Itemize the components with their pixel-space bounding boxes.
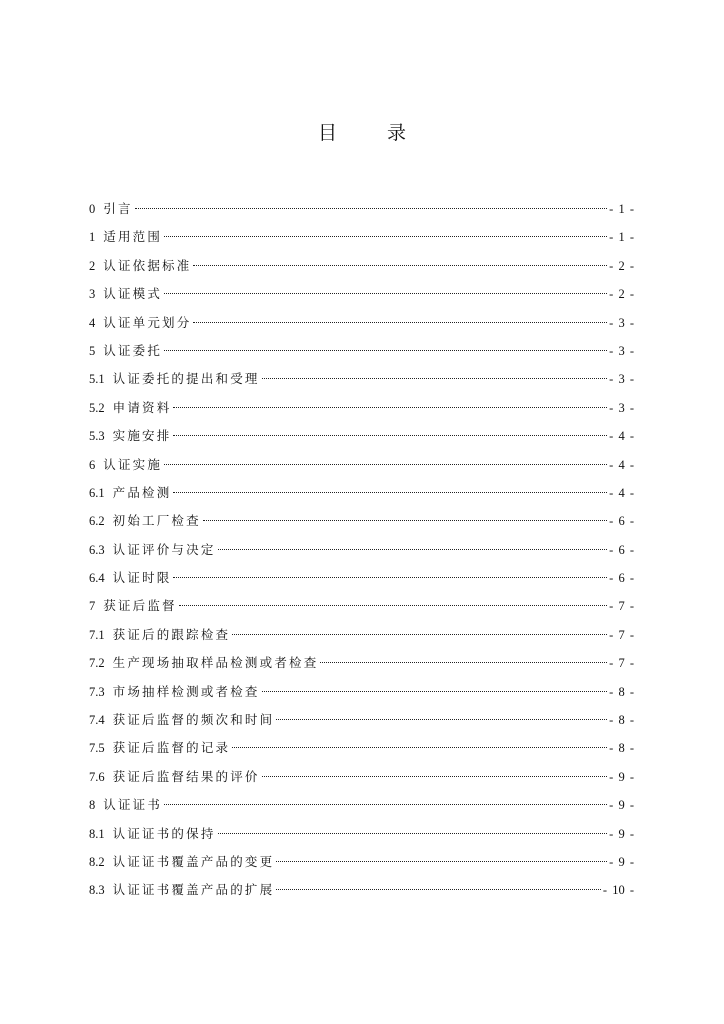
toc-dot-leader [218, 549, 608, 550]
toc-entry-page-number: - 6 - [609, 571, 634, 586]
toc-entry[interactable] [89, 876, 634, 904]
toc-dot-leader [232, 634, 607, 635]
toc-entry-text: 认证证书覆盖产品的扩展 [112, 882, 275, 898]
toc-entry-text: 认证评价与决定 [112, 541, 216, 557]
toc-entry-page-number: - 3 - [609, 400, 634, 415]
toc-entry-number: 7.3 [89, 684, 105, 699]
toc-entry-page-number: - 8 - [609, 713, 634, 728]
toc-entry-page-number: - 4 - [609, 485, 634, 500]
toc-list [89, 195, 634, 905]
toc-entry-number: 5.3 [89, 429, 105, 444]
toc-entry-number: 1 [89, 230, 96, 245]
toc-entry-page-number: - 9 - [609, 854, 634, 869]
toc-dot-leader [320, 662, 607, 663]
toc-entry-number: 7.4 [89, 713, 105, 728]
toc-dot-leader [173, 407, 607, 408]
toc-entry-number: 8.1 [89, 826, 105, 841]
toc-entry-number: 8.3 [89, 883, 105, 898]
toc-dot-leader [164, 236, 607, 237]
toc-entry-number: 4 [89, 315, 96, 330]
toc-entry-number: 6 [89, 457, 96, 472]
toc-entry-page-number: - 9 - [609, 826, 634, 841]
toc-entry-text: 认证证书覆盖产品的变更 [112, 853, 275, 869]
toc-entry-number: 7.1 [89, 627, 105, 642]
toc-entry-page-number: - 6 - [609, 542, 634, 557]
toc-entry-number: 3 [89, 287, 96, 302]
toc-entry-text: 认证证书的保持 [112, 825, 216, 841]
toc-entry-number: 8 [89, 798, 96, 813]
toc-entry[interactable] [89, 422, 634, 450]
toc-dot-leader [262, 691, 608, 692]
toc-entry-number: 6.4 [89, 571, 105, 586]
toc-entry-text: 生产现场抽取样品检测或者检查 [112, 655, 319, 671]
toc-title: 目 录 [317, 122, 429, 144]
toc-entry-page-number: - 8 - [609, 684, 634, 699]
toc-entry[interactable] [89, 451, 634, 479]
toc-dot-leader [276, 861, 607, 862]
toc-entry-number: 5 [89, 343, 96, 358]
toc-entry-page-number: - 4 - [609, 457, 634, 472]
toc-entry[interactable] [89, 507, 634, 535]
toc-dot-leader [193, 265, 607, 266]
toc-entry[interactable] [89, 678, 634, 706]
toc-entry-page-number: - 3 - [609, 343, 634, 358]
toc-entry-page-number: - 10 - [602, 883, 634, 898]
toc-entry-page-number: - 7 - [609, 627, 634, 642]
toc-entry-text: 初始工厂检查 [112, 513, 201, 529]
toc-entry[interactable] [89, 564, 634, 592]
toc-entry-page-number: - 7 - [609, 599, 634, 614]
toc-entry-page-number: - 1 - [609, 202, 634, 216]
toc-dot-leader [262, 776, 608, 777]
toc-entry-number: 8.2 [89, 854, 105, 869]
toc-entry-number: 0 [89, 202, 96, 216]
toc-entry[interactable] [89, 309, 634, 337]
toc-dot-leader [203, 520, 607, 521]
toc-entry[interactable] [89, 337, 634, 365]
toc-entry-text: 认证依据标准 [103, 257, 192, 273]
toc-entry-text: 认证证书 [103, 797, 163, 813]
toc-entry[interactable] [89, 592, 634, 620]
toc-dot-leader [173, 492, 607, 493]
toc-entry[interactable] [89, 536, 634, 564]
toc-entry[interactable] [89, 365, 634, 393]
toc-entry[interactable] [89, 280, 634, 308]
toc-entry-number: 7.2 [89, 656, 105, 671]
toc-entry-text: 引言 [103, 201, 133, 216]
toc-dot-leader [164, 464, 607, 465]
toc-entry-number: 7.5 [89, 741, 105, 756]
toc-entry[interactable] [89, 621, 634, 649]
toc-entry[interactable] [89, 791, 634, 819]
toc-dot-leader [164, 293, 607, 294]
toc-entry-page-number: - 2 - [609, 287, 634, 302]
toc-dot-leader [276, 889, 601, 890]
toc-entry-page-number: - 6 - [609, 514, 634, 529]
toc-entry-page-number: - 9 - [609, 769, 634, 784]
toc-entry-text: 获证后监督的记录 [112, 740, 231, 756]
toc-dot-leader [164, 804, 607, 805]
toc-entry-text: 适用范围 [103, 229, 163, 245]
toc-entry-number: 6.3 [89, 542, 105, 557]
toc-dot-leader [135, 208, 608, 209]
toc-entry[interactable] [89, 394, 634, 422]
toc-entry-text: 实施安排 [112, 428, 172, 444]
toc-entry-number: 5.1 [89, 372, 105, 387]
toc-entry-text: 认证单元划分 [103, 314, 192, 330]
toc-entry-page-number: - 1 - [609, 230, 634, 245]
toc-entry[interactable] [89, 649, 634, 677]
toc-entry[interactable] [89, 706, 634, 734]
toc-entry[interactable] [89, 479, 634, 507]
toc-entry-number: 2 [89, 258, 96, 273]
toc-entry-text: 认证模式 [103, 286, 163, 302]
toc-entry-page-number: - 3 - [609, 372, 634, 387]
toc-entry-number: 7 [89, 599, 96, 614]
toc-dot-leader [232, 747, 607, 748]
toc-entry-number: 5.2 [89, 400, 105, 415]
toc-entry-text: 获证后的跟踪检查 [112, 626, 231, 642]
toc-entry[interactable] [89, 195, 634, 223]
toc-entry[interactable] [89, 763, 634, 791]
toc-entry-text: 认证委托 [103, 342, 163, 358]
toc-entry-text: 获证后监督结果的评价 [112, 768, 260, 784]
toc-entry-text: 认证时限 [112, 570, 172, 586]
toc-entry-number: 7.6 [89, 769, 105, 784]
toc-entry[interactable] [89, 252, 634, 280]
toc-entry-text: 市场抽样检测或者检查 [112, 683, 260, 699]
toc-dot-leader [262, 378, 608, 379]
toc-entry[interactable] [89, 820, 634, 848]
toc-entry-text: 认证委托的提出和受理 [112, 371, 260, 387]
toc-entry-text: 申请资料 [112, 399, 172, 415]
toc-entry-number: 6.2 [89, 514, 105, 529]
toc-entry-text: 认证实施 [103, 456, 163, 472]
toc-entry-text: 产品检测 [112, 484, 172, 500]
toc-entry-page-number: - 7 - [609, 656, 634, 671]
toc-entry-number: 6.1 [89, 485, 105, 500]
toc-entry-page-number: - 8 - [609, 741, 634, 756]
toc-dot-leader [164, 350, 607, 351]
toc-entry-page-number: - 9 - [609, 798, 634, 813]
toc-entry[interactable] [89, 848, 634, 876]
toc-entry[interactable] [89, 734, 634, 762]
toc-entry[interactable] [89, 223, 634, 251]
toc-entry-page-number: - 3 - [609, 315, 634, 330]
toc-dot-leader [218, 833, 608, 834]
toc-entry-text: 获证后监督的频次和时间 [112, 712, 275, 728]
toc-dot-leader [173, 435, 607, 436]
toc-entry-page-number: - 2 - [609, 258, 634, 273]
toc-dot-leader [276, 719, 607, 720]
toc-entry-page-number: - 4 - [609, 429, 634, 444]
toc-dot-leader [193, 322, 607, 323]
toc-dot-leader [173, 577, 607, 578]
toc-dot-leader [179, 605, 607, 606]
toc-entry-text: 获证后监督 [103, 598, 177, 614]
